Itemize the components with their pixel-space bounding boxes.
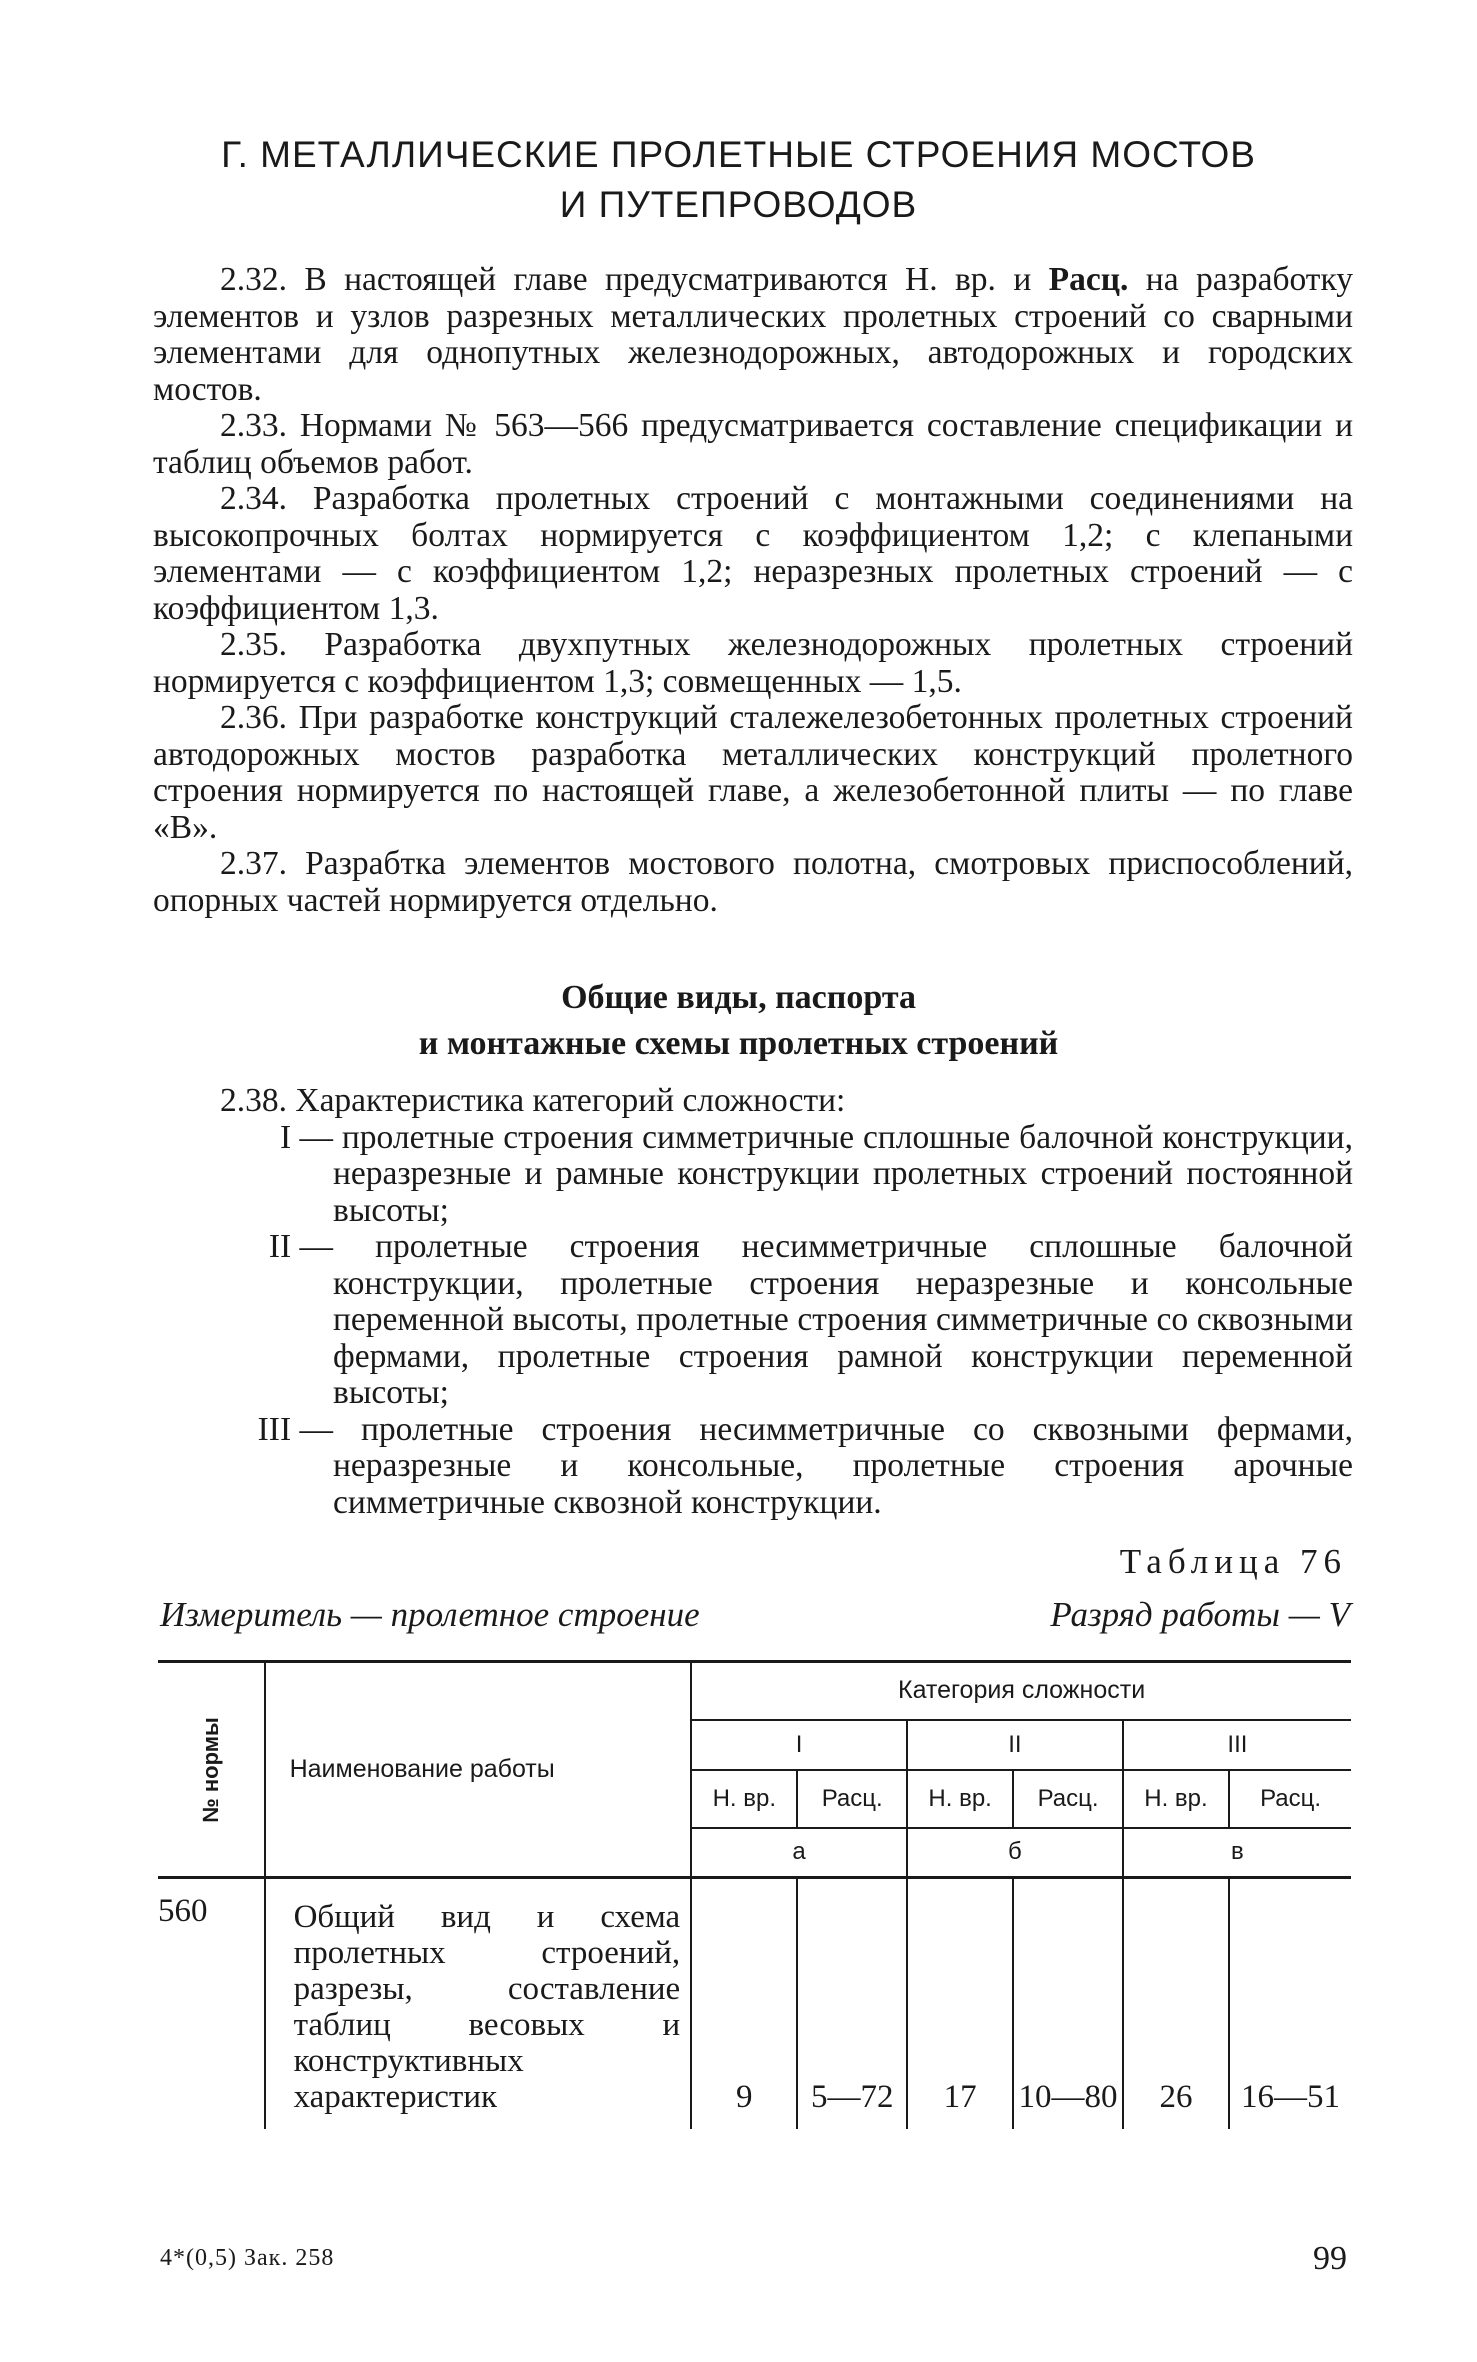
paragraph-text: Разработка пролетных строений с монтажными соединениями на высокопрочных болтах нормируется с коэффициентом 1,2; с клепаными элементами — с коэффициентом 1,2; неразрезных пролетных строений — с коэффициентом 1,3.: [153, 480, 1353, 627]
row-rasc-cat3: 16—51: [1229, 1878, 1351, 2130]
header-letter-b: б: [907, 1828, 1123, 1878]
chapter-heading: [0, 130, 1477, 230]
paragraph-number: 2.32.: [220, 261, 287, 298]
paragraph-number: 2.36.: [220, 699, 287, 736]
paragraph-2-34: [153, 481, 1353, 627]
paragraph-number: 2.37.: [220, 845, 287, 882]
roman-numeral: I —: [279, 1118, 333, 1156]
header-category: Категория сложности: [691, 1662, 1351, 1720]
row-norm-number: 560: [158, 1878, 265, 2130]
header-category-2: II: [907, 1720, 1123, 1770]
header-category-1: I: [691, 1720, 907, 1770]
table-caption: Таблица 76: [1119, 1542, 1347, 1581]
header-hvr: Н. вр.: [691, 1770, 797, 1828]
table-row: [158, 1878, 1351, 2130]
paragraph-text-cont: на разработку элементов и узлов разрезных металлических пролетных строений со сварными элементами для однопутных железнодорожных, автодорожных и городских мостов.: [153, 261, 1354, 408]
complexity-item-1: [153, 1120, 1353, 1230]
chapter-heading-line1: Г. МЕТАЛЛИЧЕСКИЕ ПРОЛЕТНЫЕ СТРОЕНИЯ МОСТОВ: [221, 134, 1256, 175]
row-hvr-cat2: 17: [907, 1878, 1013, 2130]
complexity-intro: [153, 1083, 1353, 1120]
paragraph-2-36: [153, 700, 1353, 846]
paragraph-text: Разработка двухпутных железнодорожных пролетных строений нормируется с коэффициентом 1,3; совмещенных — 1,5.: [153, 626, 1353, 700]
paragraph-number: 2.35.: [220, 626, 287, 663]
page-number: 99: [1313, 2240, 1347, 2277]
section-subheading-line1: Общие виды, паспорта: [561, 979, 916, 1016]
roman-numeral: II —: [268, 1228, 333, 1265]
section-subheading-line2: и монтажные схемы пролетных строений: [418, 1025, 1059, 1062]
table-meter: Измеритель — пролетное строение: [160, 1595, 700, 1634]
table-grade: Разряд работы — V: [1050, 1595, 1350, 1634]
complexity-item-2: [153, 1229, 1353, 1412]
paragraph-text: Нормами № 563—566 предусматривается составление спецификации и таблиц объемов работ.: [153, 407, 1353, 481]
roman-numeral: III —: [257, 1410, 333, 1448]
complexity-item-3: [153, 1412, 1353, 1522]
complexity-item-text: пролетные строения несимметричные сплошные балочной конструкции, пролетные строения неразрезные и консольные переменной высоты, пролетные строения симметричные со сквозными фермами, пролетные строения рамной конструкции переменной высоты;: [333, 1228, 1353, 1411]
header-hvr: Н. вр.: [907, 1770, 1013, 1828]
header-category-3: III: [1123, 1720, 1351, 1770]
paragraph-text: Характеристика категорий сложности:: [287, 1082, 846, 1119]
header-norm-number-text: № нормы: [197, 1716, 223, 1823]
paragraph-text: При разработке конструкций сталежелезобетонных пролетных строений автодорожных мостов разработка металлических конструкций пролетного строения нормируется по настоящей главе, а железобетонной плиты — по главе «В».: [153, 699, 1353, 846]
header-rasc: Расц.: [1229, 1770, 1351, 1828]
paragraph-block: [153, 262, 1353, 919]
chapter-heading-line2: И ПУТЕПРОВОДОВ: [559, 184, 918, 225]
norms-table: [158, 1660, 1351, 2129]
paragraph-number: 2.33.: [220, 407, 287, 444]
paragraph-bold-term: Расц.: [1048, 261, 1129, 298]
complexity-item-text: пролетные строения симметричные сплошные балочной конструкции, неразрезные и рамные конструкции пролетных строений постоянной высоты;: [333, 1118, 1353, 1229]
row-work-name: Общий вид и схема пролетных строений, разрезы, составление таблиц весовых и конструктивных характеристик: [265, 1878, 692, 2130]
paragraph-number: 2.38.: [220, 1082, 287, 1119]
complexity-list: [153, 1083, 1353, 1521]
paragraph-2-32: [153, 262, 1353, 408]
paragraph-text: Разрабтка элементов мостового полотна, смотровых приспособлений, опорных частей нормируется отдельно.: [153, 845, 1353, 919]
row-hvr-cat3: 26: [1123, 1878, 1229, 2130]
header-rasc: Расц.: [1013, 1770, 1123, 1828]
row-hvr-cat1: 9: [736, 2079, 753, 2115]
header-rasc: Расц.: [797, 1770, 907, 1828]
header-letter-v: в: [1123, 1828, 1351, 1878]
paragraph-number: 2.34.: [220, 480, 287, 517]
header-letter-a: а: [792, 1838, 806, 1866]
header-hvr: Н. вр.: [1123, 1770, 1229, 1828]
paragraph-2-33: [153, 408, 1353, 481]
section-subheading: [0, 975, 1477, 1067]
row-rasc-cat1: 5—72: [797, 1878, 907, 2130]
paragraph-2-37: [153, 846, 1353, 919]
header-work-name: Наименование работы: [265, 1662, 692, 1878]
paragraph-2-35: [153, 627, 1353, 700]
print-order-mark: 4*(0,5) Зак. 258: [160, 2245, 335, 2271]
row-rasc-cat2: 10—80: [1013, 1878, 1123, 2130]
header-norm-number: [158, 1662, 265, 1878]
complexity-item-text: пролетные строения несимметричные со сквозными фермами, неразрезные и консольные, пролетные строения арочные симметричные сквозной конструкции.: [333, 1410, 1353, 1521]
paragraph-text: В настоящей главе предусматриваются Н. вр. и: [287, 261, 1049, 298]
